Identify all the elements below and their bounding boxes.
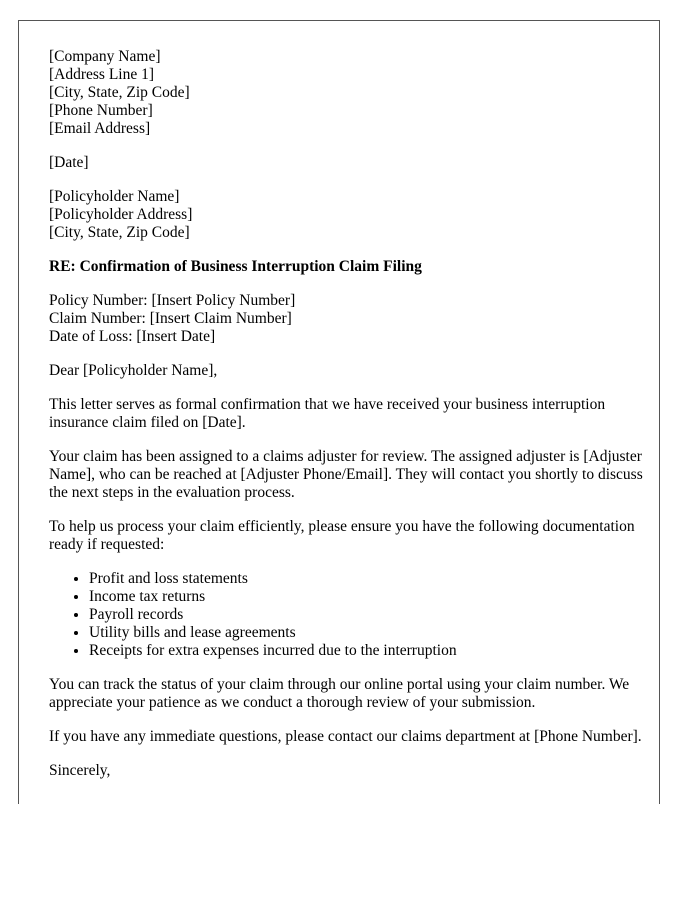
- recipient-name: [Policyholder Name]: [49, 188, 180, 205]
- list-item: • Receipts for extra expenses incurred due to the interruption: [89, 642, 644, 660]
- documentation-list: [49, 570, 644, 660]
- claim-number: Claim Number: [Insert Claim Number]: [49, 310, 292, 327]
- sender-address-block: [49, 48, 644, 138]
- list-item: • Income tax returns: [89, 588, 644, 606]
- sender-address-line-1: [Address Line 1]: [49, 66, 155, 83]
- sender-city-state-zip: [City, State, Zip Code]: [49, 84, 190, 101]
- policy-number: Policy Number: [Insert Policy Number]: [49, 292, 296, 309]
- recipient-address: [Policyholder Address]: [49, 206, 193, 223]
- salutation: Dear [Policyholder Name],: [49, 362, 218, 379]
- letter-page: [18, 20, 660, 804]
- recipient-address-block: [49, 188, 644, 242]
- paragraph-questions: If you have any immediate questions, please contact our claims department at [Phone Number].: [49, 728, 642, 745]
- list-item: • Profit and loss statements: [89, 570, 644, 588]
- paragraph-intro: This letter serves as formal confirmation that we have received your business interruption insurance claim filed on [Date].: [49, 396, 606, 431]
- sender-company-name: [Company Name]: [49, 48, 161, 65]
- paragraph-documentation-intro: To help us process your claim efficiently, please ensure you have the following documentation ready if requested:: [49, 518, 635, 553]
- paragraph-adjuster: Your claim has been assigned to a claims adjuster for review. The assigned adjuster is [Adjuster Name], who can be reached at [Adjuster Phone/Email]. They will contact you shortly to discuss the next steps in the evaluation process.: [49, 448, 643, 501]
- reference-block: [49, 292, 644, 346]
- subject-line: RE: Confirmation of Business Interruption Claim Filing: [49, 258, 422, 275]
- date-of-loss: Date of Loss: [Insert Date]: [49, 328, 216, 345]
- letter-date: [Date]: [49, 154, 89, 171]
- sender-email: [Email Address]: [49, 120, 151, 137]
- closing: Sincerely,: [49, 762, 111, 779]
- paragraph-tracking: You can track the status of your claim through our online portal using your claim number. We appreciate your patience as we conduct a thorough review of your submission.: [49, 676, 630, 711]
- list-item: • Payroll records: [89, 606, 644, 624]
- recipient-city-state-zip: [City, State, Zip Code]: [49, 224, 190, 241]
- sender-phone: [Phone Number]: [49, 102, 153, 119]
- list-item: • Utility bills and lease agreements: [89, 624, 644, 642]
- letter-body: [49, 48, 644, 780]
